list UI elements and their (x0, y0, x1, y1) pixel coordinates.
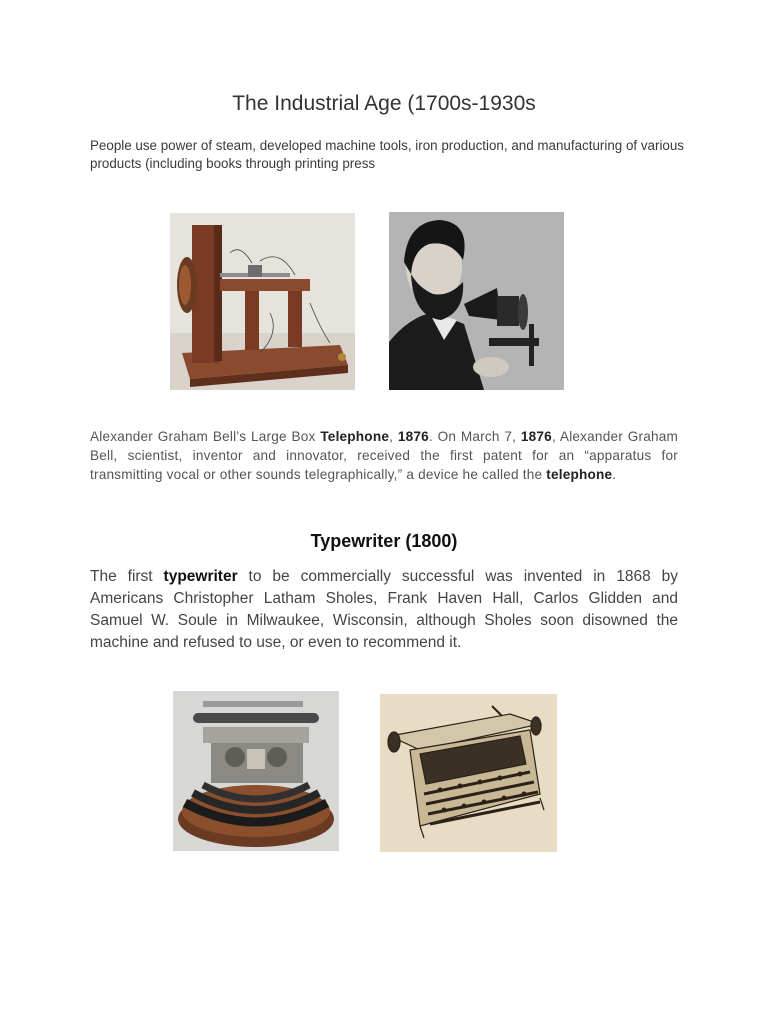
round-typewriter-photo (173, 691, 339, 851)
typewriter-bold: typewriter (163, 568, 238, 585)
caption-text-5: . (612, 467, 617, 482)
telephone-box-photo (170, 213, 355, 390)
page-title: The Industrial Age (1700s-1930s (232, 92, 536, 115)
engraved-typewriter-illustration (380, 694, 557, 852)
telephone-caption (90, 427, 678, 484)
caption-bold-telephone: Telephone (320, 429, 390, 444)
bell-portrait-photo (389, 212, 564, 390)
typewriter-paragraph (90, 566, 678, 654)
caption-text-3: . On March 7, (428, 429, 521, 444)
caption-text-4: , Alexander Graham Bell, scientist, inventor and innovator, received the first patent for an “apparatus for transmitting vocal or other sounds telegraphically,” a device he called the (90, 429, 678, 482)
typewriter-heading: Typewriter (1800) (310, 531, 458, 551)
caption-bold-telephone-2: telephone (546, 467, 613, 482)
caption-bold-year-2: 1876 (520, 429, 552, 444)
caption-bold-year-1: 1876 (397, 429, 429, 444)
intro-paragraph: People use power of steam, developed machine tools, iron production, and manufacturing of various products (including books through printing press (90, 138, 685, 171)
typewriter-text-2: to be commercially successful was invented in 1868 by Americans Christopher Latham Sholes, Frank Haven Hall, Carlos Glidden and Samuel W. Soule in Milwaukee, Wisconsin, although Sholes soon disowned the machine and refused to use, or even to recommend it. (90, 568, 678, 651)
caption-text-2: , (389, 429, 398, 444)
caption-text-1: Alexander Graham Bell’s Large Box (90, 429, 321, 444)
typewriter-text-1: The first (90, 568, 164, 585)
